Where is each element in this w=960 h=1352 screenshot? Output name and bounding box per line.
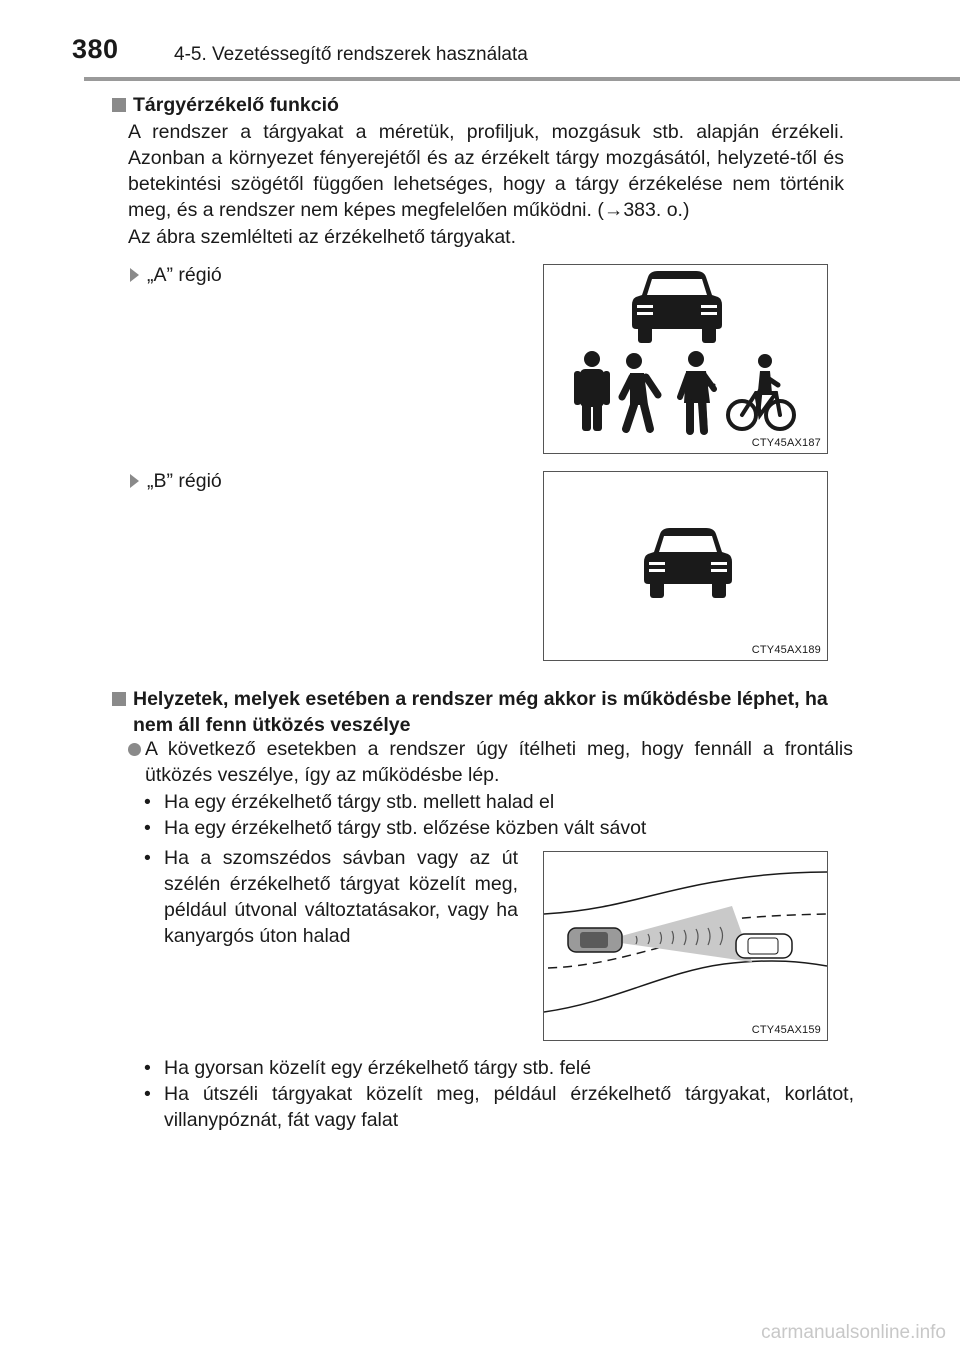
bullet-list-middle — [144, 845, 518, 949]
car-rear-icon — [632, 271, 722, 343]
section-heading-text: Helyzetek, melyek esetében a rendszer még akkor is működésbe léphet, ha nem áll fenn ütközés veszélye — [133, 688, 828, 736]
figure-id-a: CTY45AX187 — [751, 437, 821, 449]
figure-curved-road — [543, 851, 828, 1041]
list-item-text: Ha egy érzékelhető tárgy stb. mellett halad el — [164, 791, 555, 813]
header-divider — [84, 77, 960, 81]
list-item-text: Ha a szomszédos sávban vagy az út szélén érzékelhető tárgyat közelít meg, például útvonal változtatásakor, vagy ha kanyargós úton halad — [164, 847, 518, 947]
illustration-note: Az ábra szemlélteti az érzékelhető tárgyakat. — [128, 226, 517, 248]
figure-region-b — [543, 471, 828, 661]
list-item-text: Ha egy érzékelhető tárgy stb. előzése közben vált sávot — [164, 817, 647, 839]
person-with-bicycle-icon — [680, 351, 714, 431]
detectable-objects-illustration — [544, 265, 827, 453]
cyclist-icon — [728, 354, 794, 429]
road-edge-bottom — [544, 961, 827, 1012]
radar-beam — [614, 906, 752, 962]
bullet-symbol: • — [144, 1057, 151, 1079]
bullet-symbol: • — [144, 791, 151, 813]
figure-id-c: CTY45AX159 — [751, 1024, 821, 1036]
curved-road-illustration — [544, 852, 827, 1040]
figure-id-b: CTY45AX189 — [751, 644, 821, 656]
bullet-list-bottom — [144, 1055, 854, 1133]
region-b-label — [130, 468, 222, 494]
section-heading-text: Tárgyérzékelő funkció — [133, 94, 339, 116]
list-item — [144, 845, 518, 949]
page-number: 380 — [72, 34, 119, 64]
bullet-list-top — [144, 789, 854, 841]
own-vehicle-icon — [568, 928, 622, 952]
square-bullet-icon — [112, 692, 126, 706]
bullet-symbol: • — [144, 1083, 151, 1105]
list-item — [144, 1081, 854, 1133]
list-item — [144, 1055, 854, 1081]
object-detection-paragraph: A rendszer a tárgyakat a méretük, profiljuk, mozgásuk stb. alapján érzékeli. Azonban a környezet fényerejétől és az érzékelt tárgy mozgásától, helyzeté-től és betekintési szögétől függően lehetséges, hogy a tárgy érzékelése nem történik meg, és a rendszer nem képes megfelelően működni. (→383. o.) — [128, 121, 844, 221]
bullet-symbol: • — [144, 847, 151, 869]
circle-bullet-icon — [128, 743, 141, 756]
car-rear-icon — [644, 528, 732, 598]
car-only-illustration — [544, 472, 827, 660]
section-heading-false-activation — [112, 686, 852, 738]
list-item-text: Ha gyorsan közelít egy érzékelhető tárgy stb. felé — [164, 1057, 592, 1079]
triangle-bullet-icon — [130, 268, 139, 282]
circle-bullet-item — [128, 736, 853, 788]
watermark: carmanualsonline.info — [761, 1322, 946, 1343]
region-a-label — [130, 262, 222, 288]
list-item — [144, 815, 854, 841]
figure-region-a — [543, 264, 828, 454]
standing-pedestrian-icon — [574, 351, 610, 431]
walking-pedestrian-icon — [622, 353, 658, 429]
intro-text: A következő esetekben a rendszer úgy ítélheti meg, hogy fennáll a frontális ütközés veszélye, így az működésbe lép. — [145, 738, 853, 786]
list-item — [144, 789, 854, 815]
region-b-label-text: „B” régió — [147, 470, 222, 492]
detected-vehicle-icon — [736, 934, 792, 958]
section-title: 4-5. Vezetéssegítő rendszerek használata — [174, 44, 528, 65]
bullet-symbol: • — [144, 817, 151, 839]
list-item-text: Ha útszéli tárgyakat közelít meg, például érzékelhető tárgyakat, korlátot, villanypóznát, fát vagy falat — [164, 1083, 854, 1131]
triangle-bullet-icon — [130, 474, 139, 488]
square-bullet-icon — [112, 98, 126, 112]
region-a-label-text: „A” régió — [147, 264, 222, 286]
section-heading-object-detection — [112, 92, 339, 118]
road-edge-top — [544, 872, 827, 914]
